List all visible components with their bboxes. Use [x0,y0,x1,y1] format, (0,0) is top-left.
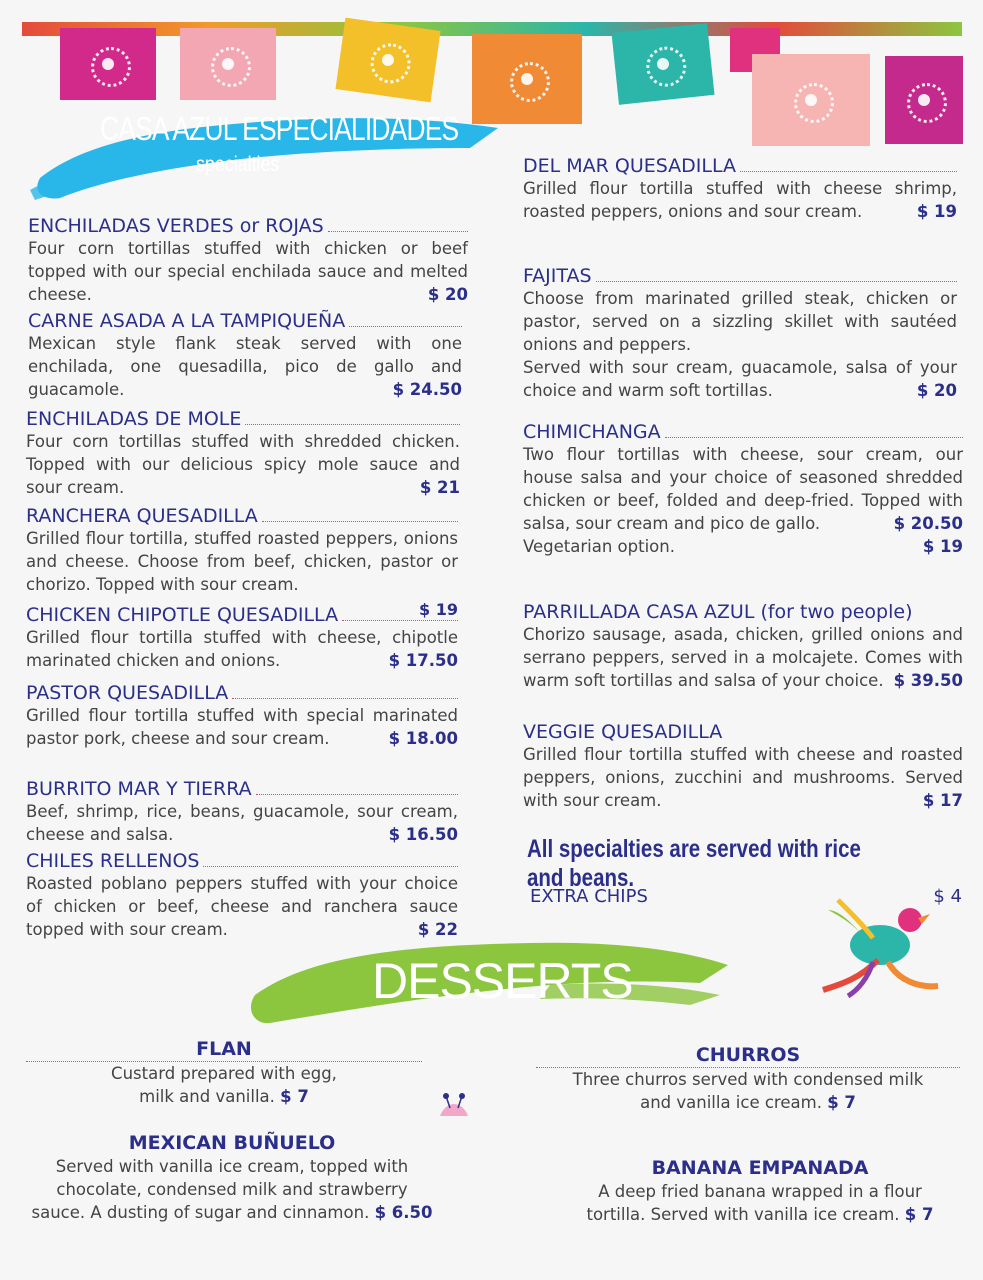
item-name: VEGGIE QUESADILLA [523,721,723,743]
menu-item [523,721,963,812]
dessert-desc-line: tortilla. Served with vanilla ice cream. [586,1205,900,1224]
dessert-desc-line: Three churros served with condensed milk [572,1070,924,1089]
item-name: RANCHERA QUESADILLA [26,505,258,527]
dessert-price: $ 7 [280,1087,309,1106]
item-desc: Grilled flour tortilla stuffed with cheese and roasted peppers, onions, zucchini and mushrooms. Served with sour cream. [523,745,963,810]
dessert-item [560,1157,960,1226]
item-desc: Grilled flour tortilla stuffed with cheese shrimp, roasted peppers, onions and sour cream. [523,179,957,221]
dessert-item [4,1132,460,1224]
item-name: ENCHILADAS DE MOLE [26,408,242,430]
papel-picado-flag [180,28,276,100]
item-desc-2: Served with sour cream, guacamole, salsa of your choice and warm soft tortillas. [523,358,957,400]
dessert-desc-line: and vanilla ice cream. [640,1093,822,1112]
specialties-title: CASA AZUL ESPECIALIDADES [100,110,459,147]
papel-picado-flag [611,23,714,105]
dessert-desc-line: milk and vanilla. [139,1087,275,1106]
item-name: DEL MAR QUESADILLA [523,155,737,177]
item-name: CHILES RELLENOS [26,850,200,872]
dessert-desc-line: sauce. A dusting of sugar and cinnamon. [31,1203,370,1222]
item-price: $ 20 [427,285,468,304]
item-name: CARNE ASADA A LA TAMPIQUEÑA [28,310,346,332]
item-desc: Four corn tortillas stuffed with shredded chicken. Topped with our delicious spicy mole sauce and sour cream. [26,432,460,497]
dessert-price: $ 6.50 [374,1203,433,1222]
item-name: ENCHILADAS VERDES or ROJAS [28,215,324,237]
extra-label: EXTRA CHIPS [530,886,648,907]
papel-picado-flag [335,18,440,103]
item-name: BURRITO MAR Y TIERRA [26,778,252,800]
item-name: PASTOR QUESADILLA [26,682,229,704]
specialties-subtitle: specialties [196,153,280,176]
papel-picado-flag [885,56,963,144]
item-desc: Grilled flour tortilla stuffed with cheese, chipotle marinated chicken and onions. [26,628,458,670]
item-desc: Four corn tortillas stuffed with chicken or beef topped with our special enchilada sauce and melted cheese. [28,239,468,304]
item-price: $ 39.50 [893,671,963,690]
item-desc: Grilled flour tortilla, stuffed roasted peppers, onions and cheese. Choose from beef, chicken, pastor or chorizo. Topped with sour cream. [26,529,458,594]
item-desc: Two flour tortillas with cheese, sour cream, our house salsa and your choice of seasoned shredded chicken or beef, folded and deep-fried. Topped with salsa, sour cream and pico de gallo. [523,445,963,533]
item-name: PARRILLADA CASA AZUL (for two people) [523,601,913,623]
menu-item [523,265,957,402]
item-price: $ 18.00 [388,729,458,748]
item-price: $ 22 [417,920,458,939]
item-price-2: $ 19 [922,537,963,556]
extra-price: $ 4 [933,886,962,907]
item-desc: Roasted poblano peppers stuffed with your choice of chicken or beef, cheese and ranchera sauce topped with sour cream. [26,874,458,939]
dessert-item [26,1038,422,1108]
papel-picado-flag [60,28,156,100]
item-desc: Beef, shrimp, rice, beans, guacamole, sour cream, cheese and salsa. [26,802,458,844]
menu-item [523,601,963,692]
item-desc-2: Vegetarian option. [523,537,675,556]
dessert-desc-line: Served with vanilla ice cream, topped with [55,1157,409,1176]
item-price: $ 17 [922,791,963,810]
item-name: CHICKEN CHIPOTLE QUESADILLA [26,604,339,626]
menu-item [523,421,963,558]
item-price: $ 24.50 [392,380,462,399]
item-price: $ 16.50 [388,825,458,844]
item-desc: Chorizo sausage, asada, chicken, grilled onions and serrano peppers, served in a molcajete. Comes with warm soft tortillas and salsa of your choice. [523,625,963,690]
dessert-name: BANANA EMPANADA [651,1157,869,1179]
item-name: CHIMICHANGA [523,421,661,443]
menu-item [523,155,957,223]
specialties-note: All specialties are served with rice and beans. [527,835,861,892]
menu-item [26,604,458,672]
item-price: $ 17.50 [388,651,458,670]
item-price: $ 20 [916,381,957,400]
dessert-desc-line: chocolate, condensed milk and strawberry [56,1180,408,1199]
menu-item [26,682,458,750]
dessert-name: CHURROS [695,1044,801,1066]
item-price: $ 21 [419,478,460,497]
item-desc: Mexican style flank steak served with one enchilada, one quesadilla, pico de gallo and guacamole. [28,334,462,399]
menu-item [26,850,458,941]
bird-icon [818,890,946,998]
item-price: $ 19 [419,600,458,619]
dessert-desc-line: A deep fried banana wrapped in a flour [598,1182,922,1201]
menu-item [26,408,460,499]
item-name: FAJITAS [523,265,592,287]
dessert-name: MEXICAN BUÑUELO [128,1132,336,1154]
item-desc: Grilled flour tortilla stuffed with special marinated pastor pork, cheese and sour cream. [26,706,458,748]
dessert-price: $ 7 [904,1205,934,1224]
dessert-name: FLAN [196,1038,252,1060]
item-desc: Choose from marinated grilled steak, chicken or pastor, served on a sizzling skillet with sautéed onions and peppers. [523,289,957,354]
menu-item [26,778,458,846]
dessert-price: $ 7 [827,1093,856,1112]
dessert-desc-line: Custard prepared with egg, [111,1064,337,1083]
menu-item [28,310,462,401]
dessert-item [536,1044,960,1114]
flower-icon [436,1088,472,1122]
item-price: $ 19 [916,202,957,221]
item-price: $ 20.50 [893,514,963,533]
desserts-title: DESSERTS [372,953,633,1009]
papel-picado-flag [752,54,870,146]
menu-item [28,215,468,306]
